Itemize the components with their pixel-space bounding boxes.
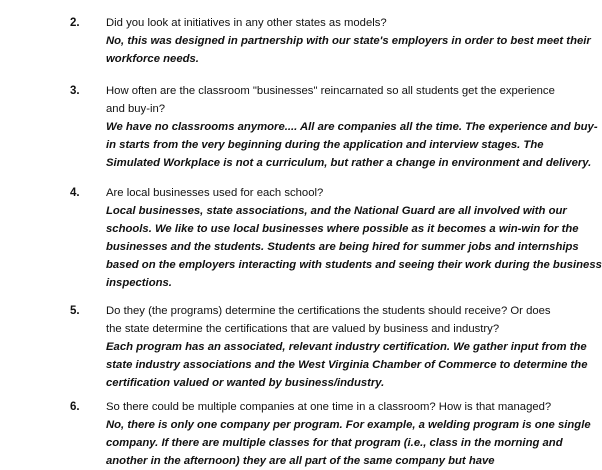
answer-line: businesses and the students. Students are being hired for summer jobs and internships xyxy=(106,241,579,253)
answer xyxy=(106,338,588,392)
answer-line: Simulated Workplace is not a curriculum, but rather a change in environment and delivery. xyxy=(106,157,592,169)
answer xyxy=(106,416,591,470)
item-number: 2. xyxy=(70,17,80,29)
question xyxy=(106,398,552,416)
question-line: and buy-in? xyxy=(106,103,166,115)
answer xyxy=(106,118,598,172)
answer-line: in starts from the very beginning during the application and interview stages. The xyxy=(106,139,544,151)
answer-line: workforce needs. xyxy=(106,53,199,65)
answer-line: inspections. xyxy=(106,277,172,289)
qa-body xyxy=(106,398,591,470)
answer-line: company. If there are multiple classes for that program (i.e., class in the morning and xyxy=(106,437,563,449)
answer-line: We have no classrooms anymore.... All are companies all the time. The experience and buy- xyxy=(106,121,598,133)
answer-line: another in the afternoon) they are all part of the same company but have xyxy=(106,455,495,467)
question xyxy=(106,302,551,338)
question-line: Did you look at initiatives in any other states as models? xyxy=(106,17,387,29)
qa-body xyxy=(106,302,588,392)
answer-line: state industry associations and the West Virginia Chamber of Commerce to determine the xyxy=(106,359,588,371)
question-line: How often are the classroom "businesses" reincarnated so all students get the experience xyxy=(106,85,555,97)
qa-body xyxy=(106,184,602,292)
answer-line: schools. We like to use local businesses where possible as it becomes a win-win for the xyxy=(106,223,579,235)
question xyxy=(106,14,546,32)
question xyxy=(106,184,546,202)
item-number: 6. xyxy=(70,401,80,413)
question-line: Are local businesses used for each school? xyxy=(106,187,324,199)
answer-line: No, there is only one company per program. For example, a welding program is one single xyxy=(106,419,591,431)
question-line: the state determine the certifications that are valued by business and industry? xyxy=(106,323,500,335)
answer-line: certification valued or wanted by business/industry. xyxy=(106,377,385,389)
question-line: Do they (the programs) determine the certifications the students should receive? Or does xyxy=(106,305,551,317)
item-number: 3. xyxy=(70,85,80,97)
answer-line: Local businesses, state associations, and the National Guard are all involved with our xyxy=(106,205,567,217)
qa-body xyxy=(106,14,591,68)
question-line: So there could be multiple companies at one time in a classroom? How is that managed? xyxy=(106,401,552,413)
question xyxy=(106,82,555,118)
answer-line: based on the employers interacting with students and seeing their work during the business xyxy=(106,259,602,271)
answer-line: No, this was designed in partnership with our state's employers in order to best meet their xyxy=(106,35,591,47)
item-number: 5. xyxy=(70,305,80,317)
qa-body xyxy=(106,82,598,172)
item-number: 4. xyxy=(70,187,80,199)
answer xyxy=(106,32,591,68)
answer-line: Each program has an associated, relevant industry certification. We gather input from the xyxy=(106,341,587,353)
answer xyxy=(106,202,602,292)
